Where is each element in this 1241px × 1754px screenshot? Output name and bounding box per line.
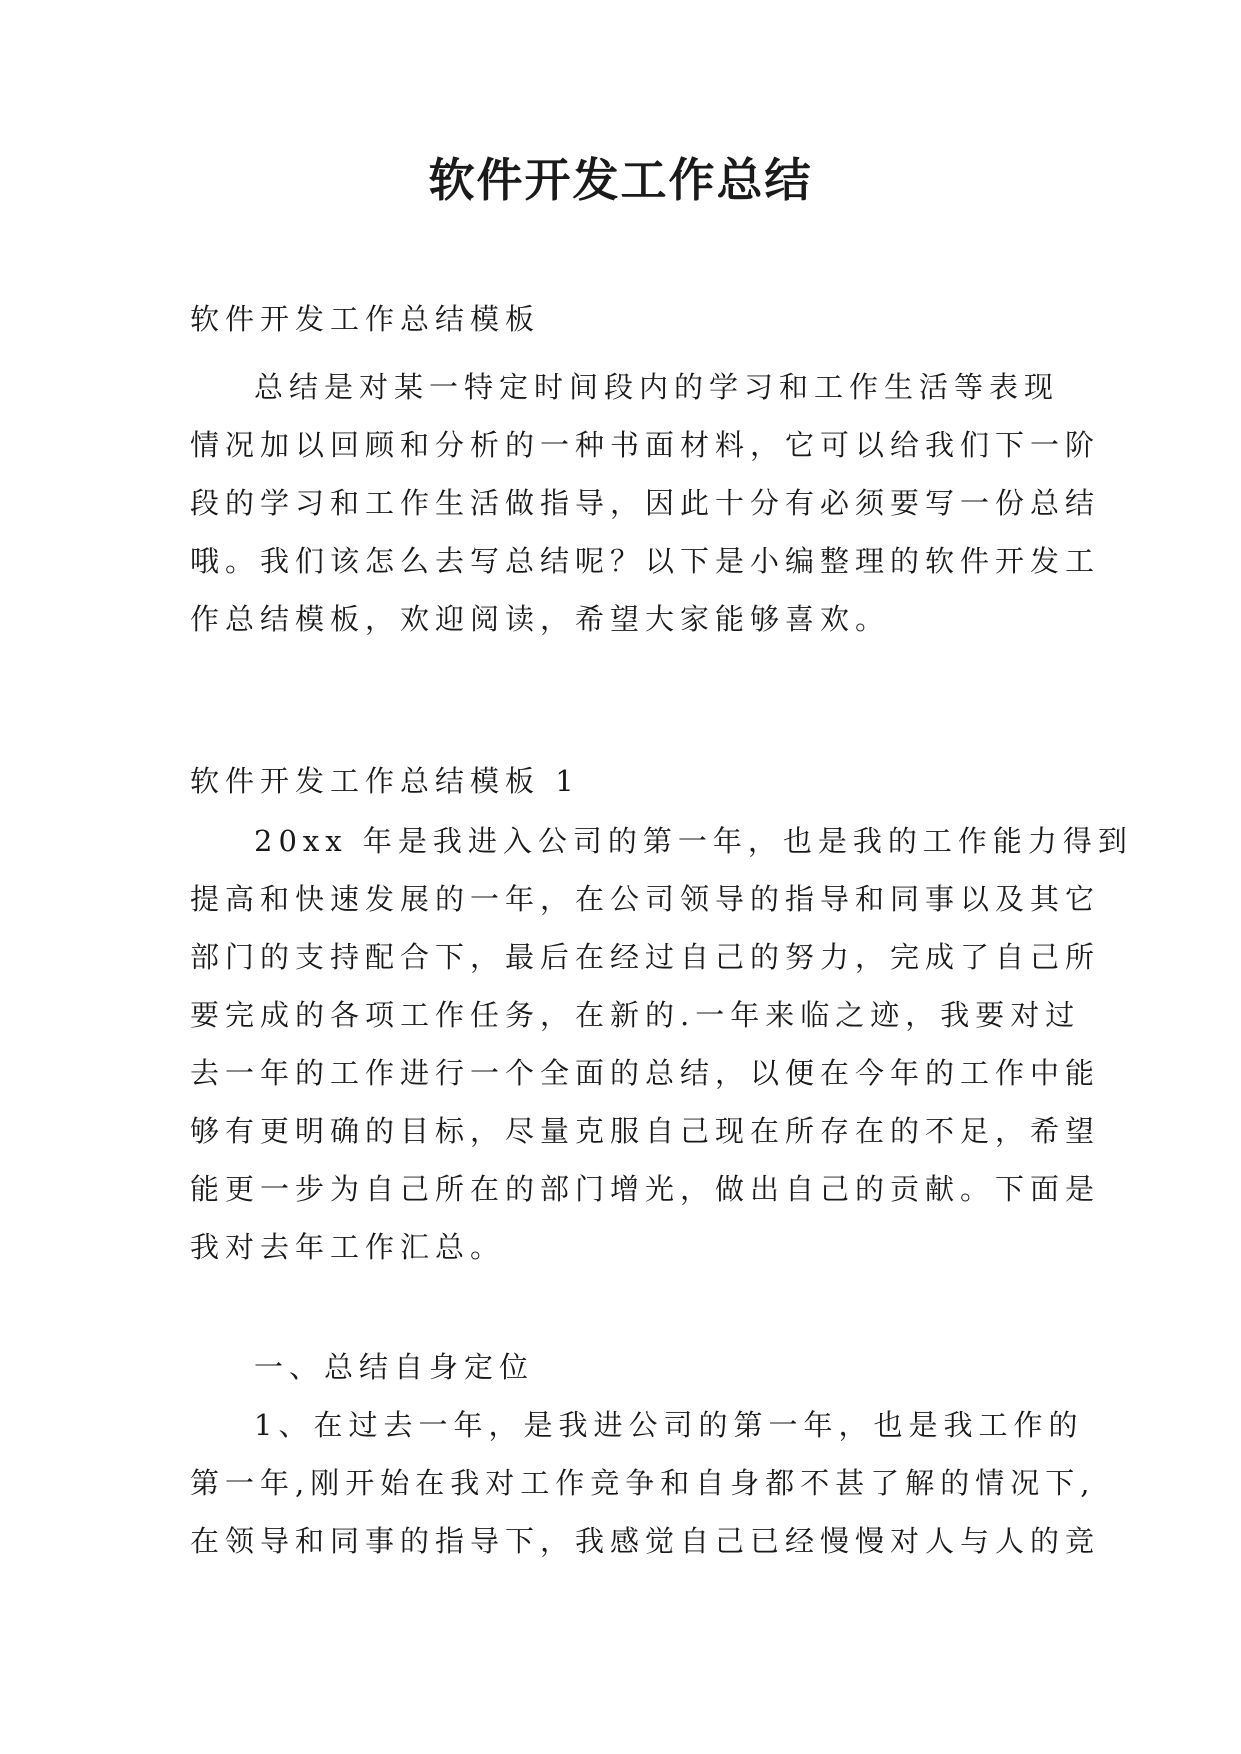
- paragraph-line: 第一年,刚开始在我对工作竞争和自身都不甚了解的情况下,: [190, 1466, 1096, 1500]
- paragraph-line: 去一年的工作进行一个全面的总结，以便在今年的工作中能: [190, 1056, 1101, 1090]
- paragraph-line: 哦。我们该怎么去写总结呢？以下是小编整理的软件开发工: [190, 544, 1101, 578]
- section1-paragraph: [190, 812, 1133, 1276]
- paragraph-line: 我对去年工作汇总。: [190, 1230, 506, 1264]
- paragraph-line: 20xx 年是我进入公司的第一年，也是我的工作能力得到: [254, 824, 1133, 858]
- part1-paragraph: [190, 1396, 1101, 1570]
- section-heading: 软件开发工作总结模板 1: [190, 764, 580, 798]
- document-title: 软件开发工作总结: [428, 153, 813, 207]
- paragraph-line: 部门的支持配合下，最后在经过自己的努力，完成了自己所: [190, 940, 1101, 974]
- subsection-heading: 一、总结自身定位: [254, 1350, 535, 1384]
- paragraph-line: 提高和快速发展的一年，在公司领导的指导和同事以及其它: [190, 882, 1101, 916]
- paragraph-line: 要完成的各项工作任务，在新的.一年来临之迹，我要对过: [190, 998, 1081, 1032]
- paragraph-line: 作总结模板，欢迎阅读，希望大家能够喜欢。: [190, 602, 891, 636]
- paragraph-line: 在领导和同事的指导下，我感觉自己已经慢慢对人与人的竞: [190, 1524, 1101, 1558]
- paragraph-line: 总结是对某一特定时间段内的学习和工作生活等表现: [254, 370, 1060, 404]
- paragraph-line: 够有更明确的目标，尽量克服自己现在所存在的不足，希望: [190, 1114, 1101, 1148]
- intro-paragraph: [190, 358, 1101, 648]
- paragraph-line: 情况加以回顾和分析的一种书面材料，它可以给我们下一阶: [190, 428, 1101, 462]
- paragraph-line: 能更一步为自己所在的部门增光，做出自己的贡献。下面是: [190, 1172, 1101, 1206]
- paragraph-line: 段的学习和工作生活做指导，因此十分有必须要写一份总结: [190, 486, 1101, 520]
- paragraph-line: 1、在过去一年，是我进公司的第一年，也是我工作的: [254, 1408, 1084, 1442]
- document-subtitle: 软件开发工作总结模板: [190, 302, 541, 336]
